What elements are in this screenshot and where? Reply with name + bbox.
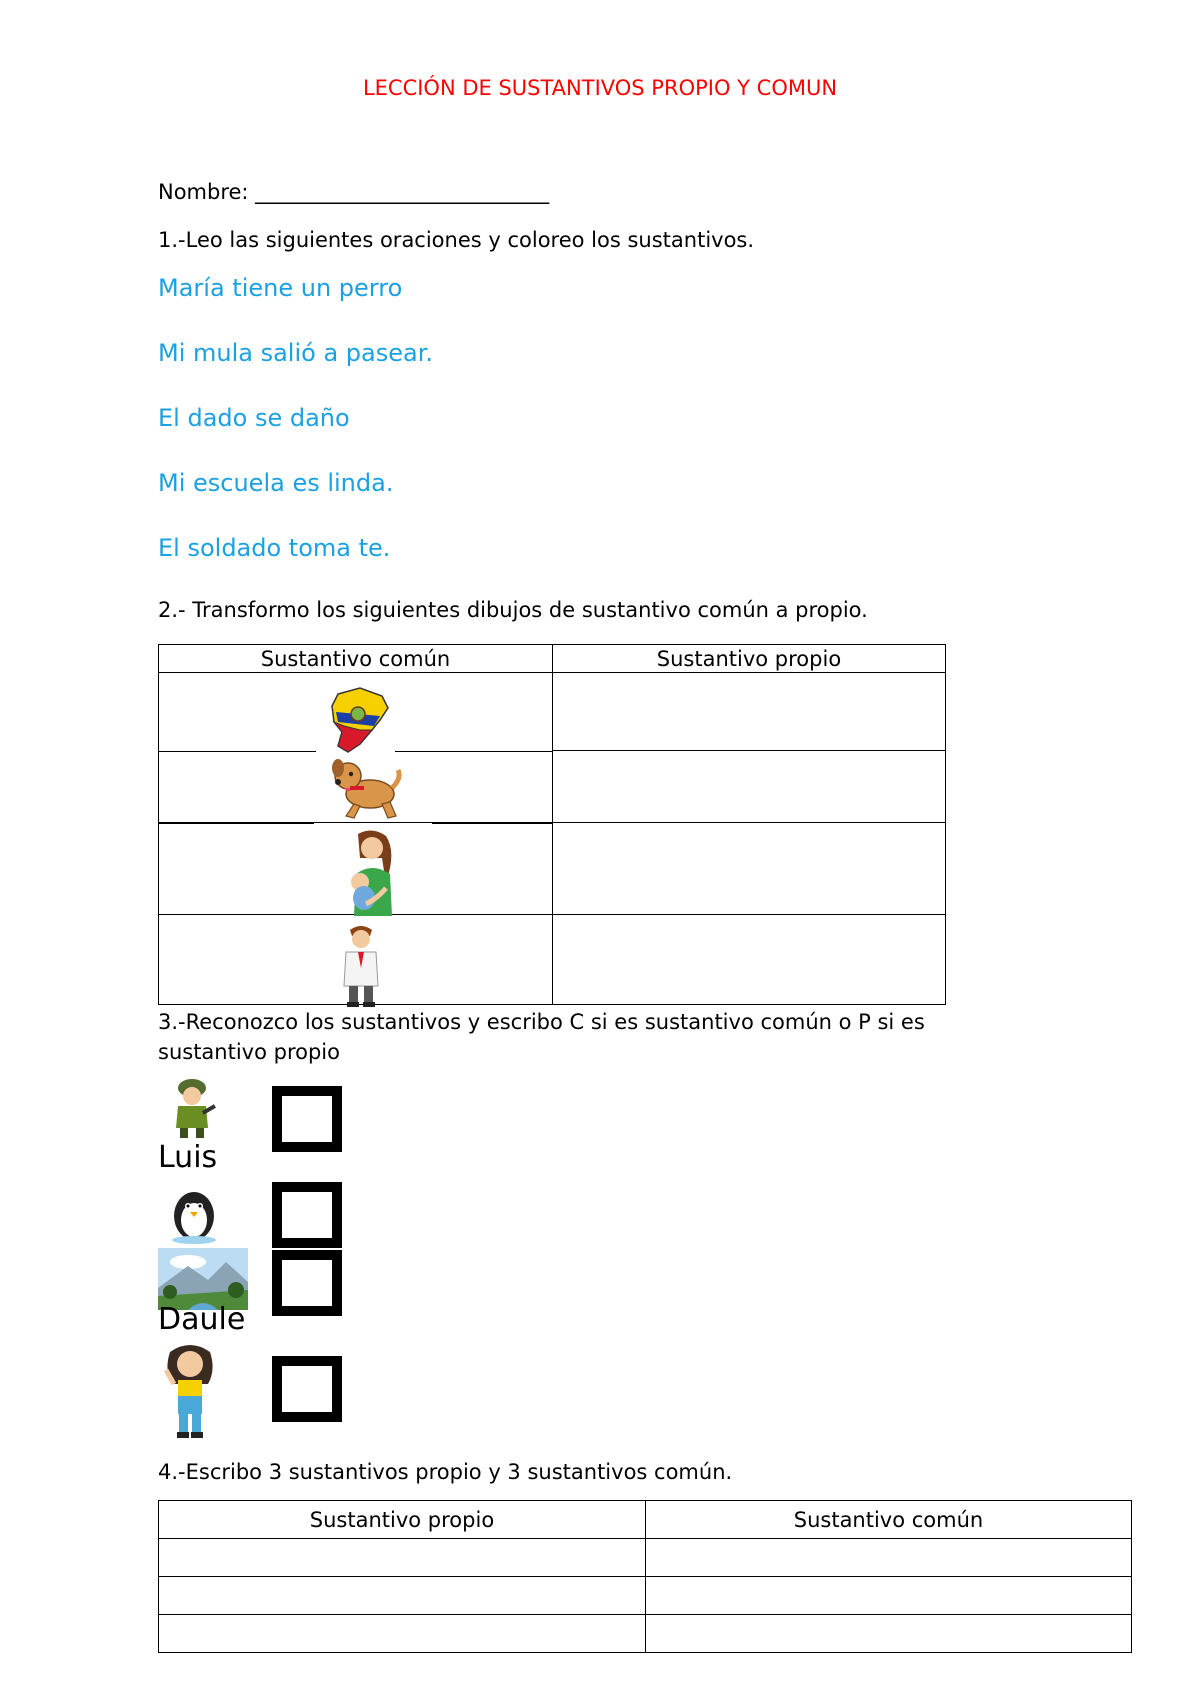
answer-box-1[interactable] [272, 1086, 342, 1152]
penguin-icon [166, 1186, 222, 1244]
col-header-common: Sustantivo común [646, 1501, 1132, 1539]
answer-cell[interactable] [646, 1577, 1132, 1615]
answer-cell[interactable] [553, 673, 946, 751]
mother-baby-icon [346, 828, 396, 920]
answer-cell[interactable] [159, 1615, 646, 1653]
sentence-5: El soldado toma te. [158, 534, 391, 562]
girl-icon [160, 1340, 220, 1440]
sentence-4: Mi escuela es linda. [158, 469, 394, 497]
section3-heading: 3.-Reconozco los sustantivos y escribo C si es sustantivo común o P si es [158, 1010, 925, 1034]
answer-box-3[interactable] [272, 1250, 342, 1316]
caption-luis: Luis [158, 1140, 218, 1175]
answer-box-2[interactable] [272, 1182, 342, 1248]
section4-heading: 4.-Escribo 3 sustantivos propio y 3 sustantivos común. [158, 1460, 733, 1484]
section2-heading: 2.- Transformo los siguientes dibujos de sustantivo común a propio. [158, 598, 868, 622]
answer-cell[interactable] [159, 1539, 646, 1577]
answer-box-4[interactable] [272, 1356, 342, 1422]
answer-cell[interactable] [553, 751, 946, 823]
page-title: LECCIÓN DE SUSTANTIVOS PROPIO Y COMUN [362, 76, 838, 100]
section1-heading: 1.-Leo las siguientes oraciones y coloreo los sustantivos. [158, 228, 755, 252]
col-header-proper: Sustantivo propio [159, 1501, 646, 1539]
section3-heading-cont: sustantivo propio [158, 1040, 340, 1064]
col-header-proper: Sustantivo propio [553, 645, 946, 673]
sentence-2: Mi mula salió a pasear. [158, 339, 434, 367]
sentence-3: El dado se daño [158, 404, 350, 432]
answer-cell[interactable] [646, 1539, 1132, 1577]
write-nouns-table [158, 1500, 1132, 1653]
landscape-icon [158, 1248, 248, 1310]
caption-daule: Daule [158, 1302, 246, 1337]
ecuador-map-icon [330, 686, 392, 754]
answer-cell[interactable] [553, 823, 946, 915]
answer-cell[interactable] [646, 1615, 1132, 1653]
sentence-1: María tiene un perro [158, 274, 403, 302]
col-header-common: Sustantivo común [159, 645, 553, 673]
name-field-label: Nombre: ____________________________ [158, 180, 550, 204]
answer-cell[interactable] [553, 915, 946, 1005]
common-to-proper-table [158, 644, 946, 1005]
dog-icon [324, 754, 402, 824]
soldier-icon [168, 1078, 218, 1140]
doctor-icon [340, 922, 382, 1008]
answer-cell[interactable] [159, 1577, 646, 1615]
